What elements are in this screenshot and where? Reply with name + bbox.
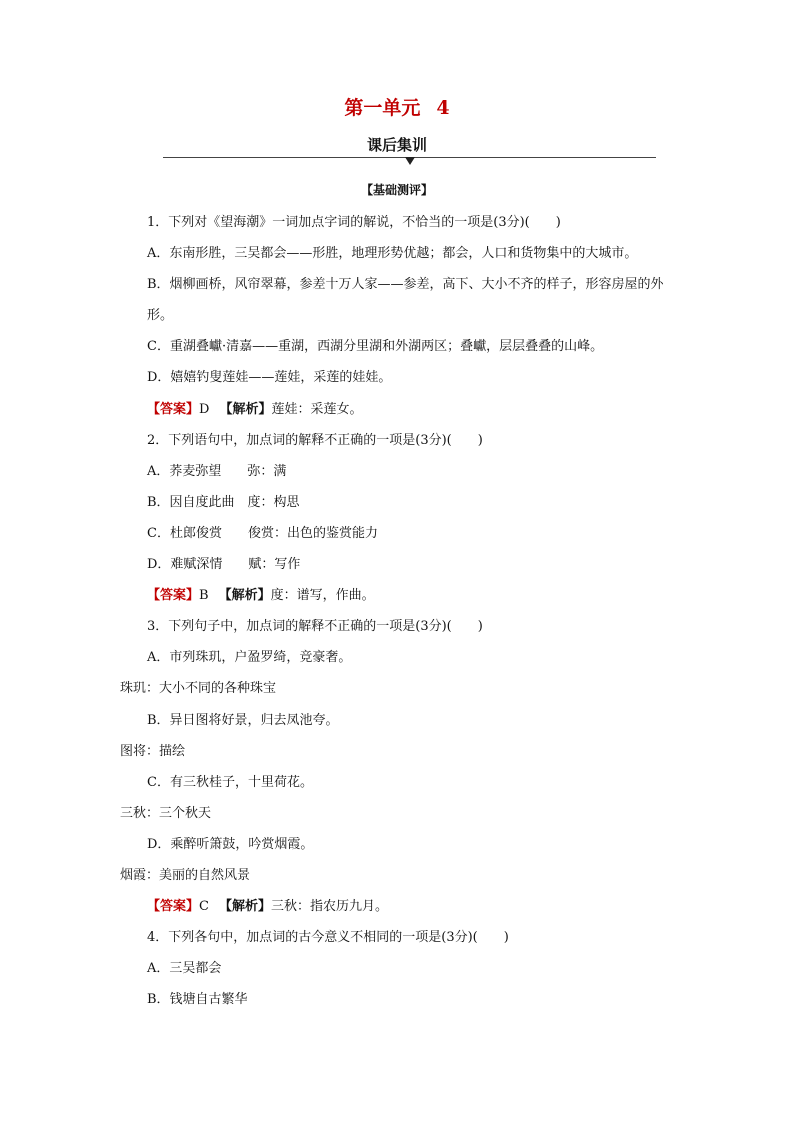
question-list: [120, 207, 680, 1015]
answer-value: C: [199, 899, 209, 915]
q4-option-b: B．钱塘自古繁华: [147, 992, 248, 1008]
section-heading: 【基础测评】: [360, 183, 433, 197]
divider-triangle-icon: [405, 157, 415, 165]
unit-number: 4: [436, 97, 450, 119]
q3-option-c-note: 三秋：三个秋天: [120, 805, 212, 821]
q3-option-c: C．有三秋桂子，十里荷花。: [147, 774, 313, 790]
explain-tag: 【解析】: [218, 588, 271, 604]
q3-option-a-note: 珠玑：大小不同的各种珠宝: [120, 681, 277, 697]
answer-tag: 【答案】: [147, 899, 200, 915]
q3-option-d: D．乘醉听箫鼓，吟赏烟霞。: [147, 836, 314, 852]
answer-value: B: [199, 588, 209, 604]
q2-option-d: D．难赋深情 赋：写作: [147, 557, 301, 573]
q1-option-c: C．重湖叠巘·清嘉——重湖，西湖分里湖和外湖两区；叠巘，层层叠叠的山峰。: [147, 339, 604, 355]
q1-option-a: A．东南形胜，三吴都会——形胜，地理形势优越；都会，人口和货物集中的大城市。: [147, 246, 638, 262]
explain-text: 莲娃：采莲女。: [271, 401, 363, 417]
q3-option-b-note: 图将：描绘: [120, 743, 186, 759]
q2-option-c: C．杜郎俊赏 俊赏：出色的鉴赏能力: [147, 525, 378, 541]
q2-option-b: B．因自度此曲 度：构思: [147, 494, 300, 510]
explain-tag: 【解析】: [218, 899, 271, 915]
q2-stem: 2．下列语句中，加点词的解释不正确的一项是(3分)( ): [147, 432, 483, 448]
q2-answer-line: [120, 580, 680, 611]
q1-option-b: B．烟柳画桥，风帘翠幕，参差十万人家——参差，高下、大小不齐的样子，形容房屋的外形。: [147, 277, 664, 324]
q3-option-a: A．市列珠玑，户盈罗绮，竞豪奢。: [147, 650, 352, 666]
answer-tag: 【答案】: [147, 588, 200, 604]
q4-stem: 4．下列各句中，加点词的古今意义不相同的一项是(3分)( ): [147, 930, 509, 946]
q3-option-d-note: 烟霞：美丽的自然风景: [120, 867, 251, 883]
page-subtitle: 课后集训: [366, 136, 427, 154]
q3-option-b: B．异日图将好景，归去凤池夸。: [147, 712, 339, 728]
unit-title-text: 第一单元: [344, 97, 421, 119]
explain-text: 三秋：指农历九月。: [270, 899, 388, 915]
unit-title: [0, 93, 794, 120]
explain-text: 度：谱写，作曲。: [270, 588, 375, 604]
explain-tag: 【解析】: [219, 401, 272, 417]
q1-answer-line: [120, 394, 680, 425]
q3-stem: 3．下列句子中，加点词的解释不正确的一项是(3分)( ): [147, 619, 483, 635]
answer-tag: 【答案】: [147, 401, 200, 417]
q1-stem: 1．下列对《望海潮》一词加点字词的解说，不恰当的一项是(3分)( ): [147, 215, 561, 230]
q1-option-d: D．嬉嬉钓叟莲娃——莲娃，采莲的娃娃。: [147, 370, 392, 386]
q2-option-a: A．荞麦弥望 弥：满: [147, 463, 287, 479]
q3-answer-line: [120, 891, 680, 922]
q4-option-a: A．三吴都会: [147, 961, 222, 977]
answer-value: D: [199, 401, 210, 417]
